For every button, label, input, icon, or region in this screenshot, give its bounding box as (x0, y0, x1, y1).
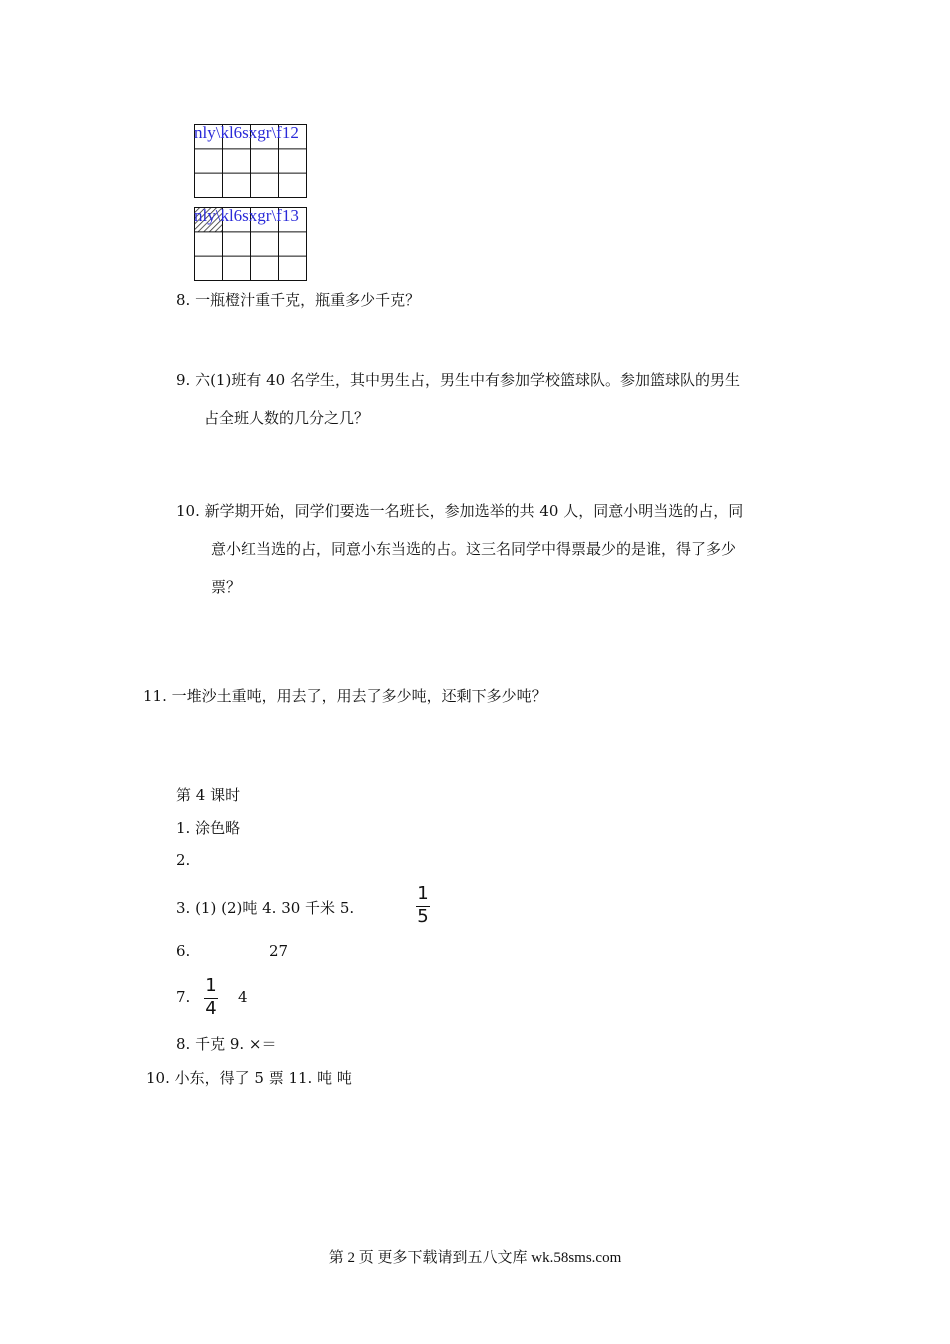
answer-7-value: 4 (238, 988, 248, 1006)
grid-figure-2 (194, 207, 307, 281)
grid-figure-1 (194, 124, 307, 198)
answer-7-fraction (204, 976, 218, 1019)
question-10-line-1: 10. 新学期开始，同学们要选一名班长，参加选举的共 40 人，同意小明当选的占，同 (176, 502, 744, 520)
question-9-line-1: 9. 六(1)班有 40 名学生，其中男生占，男生中有参加学校篮球队。参加篮球队的男生 (176, 371, 740, 389)
question-9-line-2: 占全班人数的几分之几？ (204, 409, 370, 427)
answer-7-label: 7. (176, 988, 191, 1006)
answer-5-fraction (416, 884, 430, 927)
question-10-line-3: 票？ (211, 578, 242, 596)
question-11: 11. 一堆沙土重吨，用去了，用去了多少吨，还剩下多少吨？ (143, 687, 547, 705)
answer-2: 2. (176, 851, 191, 869)
answer-10-11: 10. 小东，得了 5 票 11. 吨 吨 (146, 1069, 352, 1087)
answer-7-denominator: 4 (205, 998, 217, 1019)
answer-6-label: 6. (176, 942, 191, 960)
grid-figure-1-label: nly\kl6sxgr\f12 (194, 123, 299, 142)
answers-heading: 第 4 课时 (176, 786, 241, 804)
question-8: 8. 一瓶橙汁重千克，瓶重多少千克？ (176, 291, 421, 309)
question-10-line-2: 意小红当选的占，同意小东当选的占。这三名同学中得票最少的是谁，得了多少 (211, 540, 737, 558)
page-footer: 第 2 页 更多下载请到五八文库 wk.58sms.com (328, 1250, 622, 1266)
answer-6-value: 27 (269, 942, 289, 960)
answer-5-numerator: 1 (417, 883, 429, 904)
grid-figure-2-label: nly\kl6sxgr\f13 (194, 206, 299, 225)
answer-5-denominator: 5 (417, 906, 429, 927)
answer-7-numerator: 1 (205, 975, 217, 996)
answer-8-9: 8. 千克 9. ×＝ (176, 1035, 277, 1053)
answer-3-4-5: 3. (1) (2)吨 4. 30 千米 5. (176, 899, 355, 917)
answer-1: 1. 涂色略 (176, 819, 241, 837)
